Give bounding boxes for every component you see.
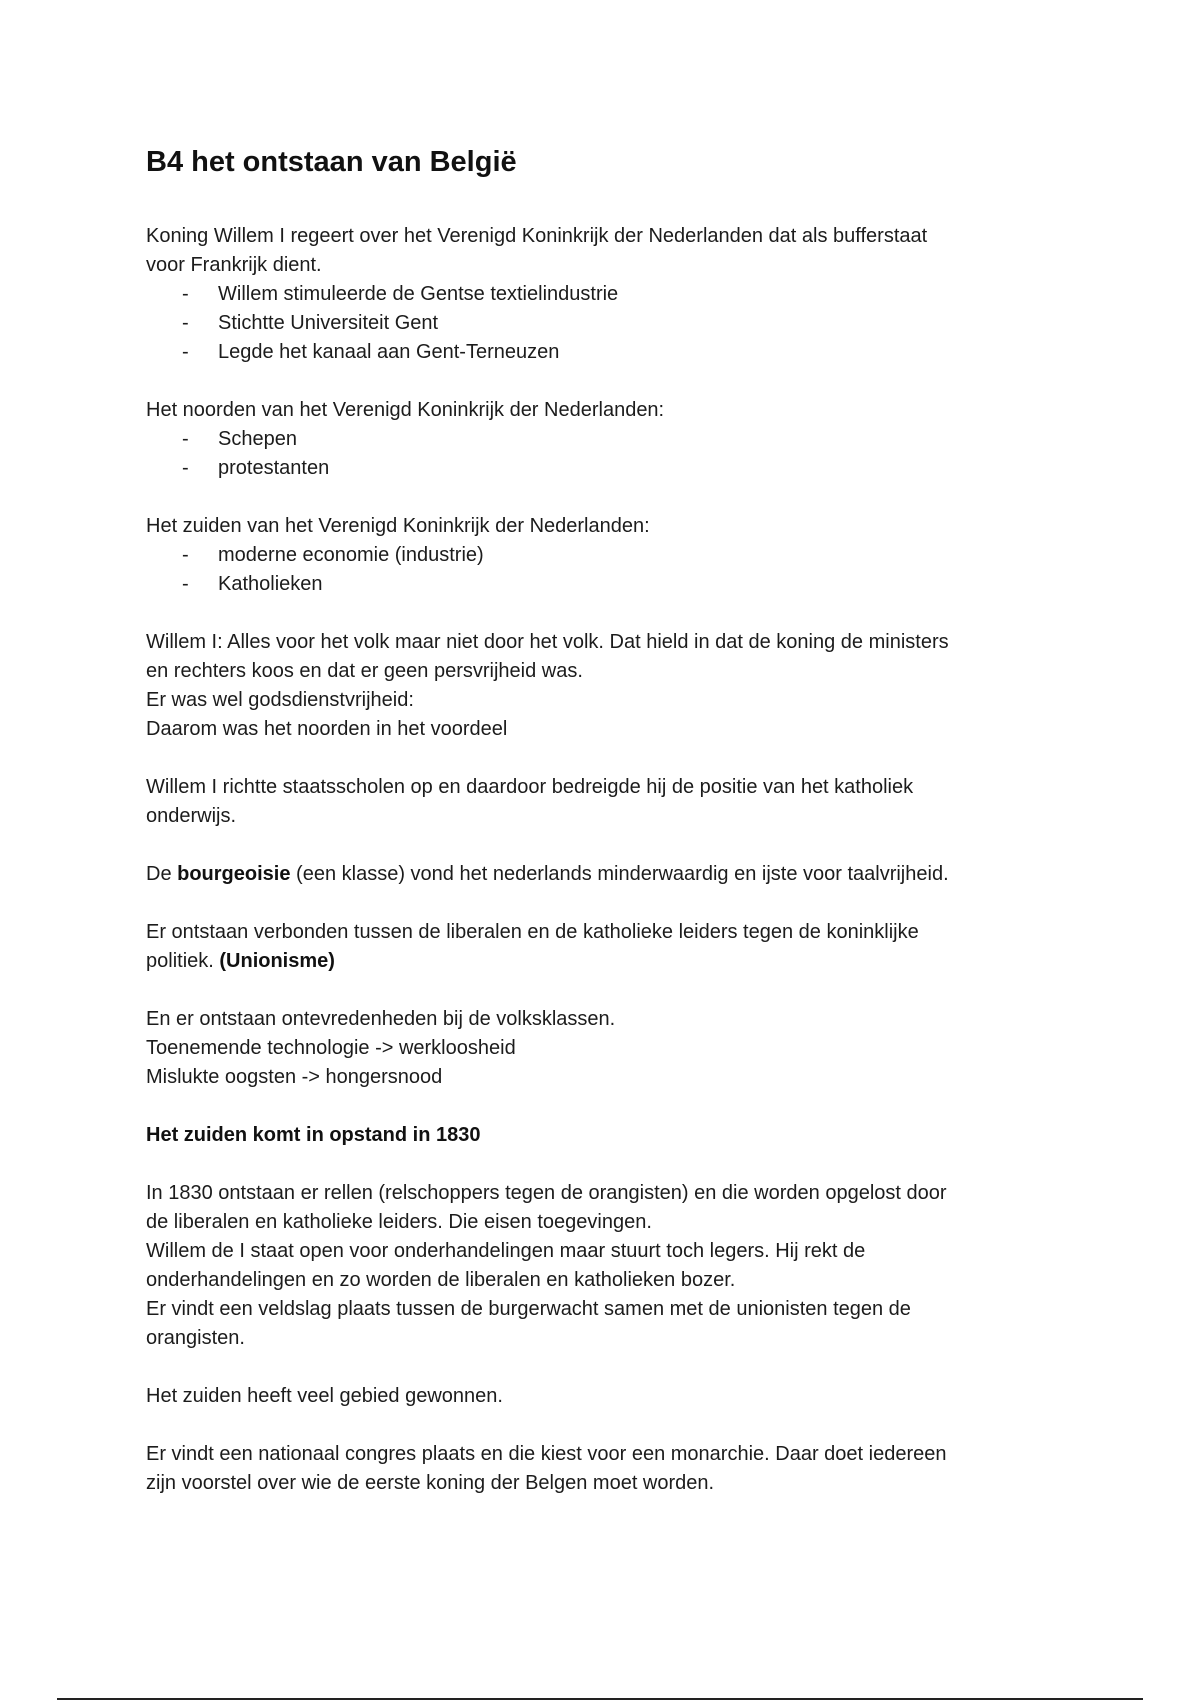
ontevreden-paragraph [146,1005,1066,1092]
intro-paragraph [146,222,1066,280]
list-item [146,309,1066,338]
dash-bullet: - [182,282,189,305]
list-item [146,280,1066,309]
opstand-heading [146,1121,1066,1150]
list-item [146,541,1066,570]
dash-bullet: - [182,572,189,595]
opstand-line-4: onderhandelingen en zo worden de liberalen en katholieken bozer. [146,1268,736,1291]
list-item-text: Schepen [218,427,297,450]
list-item-text: Stichtte Universiteit Gent [218,311,439,334]
congres-line-1: Er vindt een nationaal congres plaats en die kiest voor een monarchie. Daar doet iedereen [146,1442,947,1465]
scholen-paragraph [146,773,1066,831]
gebied-paragraph: Het zuiden heeft veel gebied gewonnen. [146,1384,503,1407]
bourgeoisie-post: (een klasse) vond het nederlands minderwaardig en ijste voor taalvrijheid. [290,862,949,885]
list-item-text: moderne economie (industrie) [218,543,484,566]
congres-paragraph [146,1440,1066,1498]
zuiden-list [146,541,1066,599]
bourgeoisie-paragraph [146,860,1066,889]
dash-bullet: - [182,311,189,334]
volk-line-2: en rechters koos en dat er geen persvrijheid was. [146,659,583,682]
intro-line-1: Koning Willem I regeert over het Verenigd Koninkrijk der Nederlanden dat als bufferstaat [146,224,928,247]
ontevreden-line-3: Mislukte oogsten -> hongersnood [146,1065,443,1088]
zuiden-heading: Het zuiden van het Verenigd Koninkrijk der Nederlanden: [146,514,650,537]
unionisme-paragraph [146,918,1066,976]
document-page [146,145,1066,1498]
opstand-line-1: In 1830 ontstaan er rellen (relschoppers tegen de orangisten) en die worden opgelost door [146,1181,947,1204]
list-item-text: protestanten [218,456,330,479]
bourgeoisie-pre: De [146,862,178,885]
list-item-text: Katholieken [218,572,323,595]
intro-line-2: voor Frankrijk dient. [146,253,322,276]
list-item-text: Legde het kanaal aan Gent-Terneuzen [218,340,560,363]
noorden-list [146,425,1066,483]
willem-achievements-list [146,280,1066,367]
list-item [146,454,1066,483]
opstand-line-3: Willem de I staat open voor onderhandelingen maar stuurt toch legers. Hij rekt de [146,1239,866,1262]
opstand-line-6: orangisten. [146,1326,245,1349]
ontevreden-line-2: Toenemende technologie -> werkloosheid [146,1036,516,1059]
ontevreden-line-1: En er ontstaan ontevredenheden bij de volksklassen. [146,1007,616,1030]
list-item-text: Willem stimuleerde de Gentse textielindustrie [218,282,619,305]
list-item [146,570,1066,599]
congres-line-2: zijn voorstel over wie de eerste koning der Belgen moet worden. [146,1471,715,1494]
dash-bullet: - [182,340,189,363]
volk-line-1: Willem I: Alles voor het volk maar niet door het volk. Dat hield in dat de koning de ministers [146,630,949,653]
scholen-line-2: onderwijs. [146,804,237,827]
dash-bullet: - [182,456,189,479]
bourgeoisie-term: bourgeoisie [177,862,291,885]
noorden-heading: Het noorden van het Verenigd Koninkrijk der Nederlanden: [146,398,665,421]
unionisme-term: (Unionisme) [219,949,335,972]
opstand-line-2: de liberalen en katholieke leiders. Die eisen toegevingen. [146,1210,652,1233]
document-title: B4 het ontstaan van België [146,146,517,178]
unionisme-line-1: Er ontstaan verbonden tussen de liberalen en de katholieke leiders tegen de koninklijke [146,920,919,943]
volk-line-4: Daarom was het noorden in het voordeel [146,717,508,740]
volk-line-3: Er was wel godsdienstvrijheid: [146,688,414,711]
list-item [146,338,1066,367]
scholen-line-1: Willem I richtte staatsscholen op en daardoor bedreigde hij de positie van het katholiek [146,775,914,798]
volk-paragraph [146,628,1066,744]
dash-bullet: - [182,427,189,450]
list-item [146,425,1066,454]
opstand-line-5: Er vindt een veldslag plaats tussen de burgerwacht samen met de unionisten tegen de [146,1297,911,1320]
opstand-heading-text: Het zuiden komt in opstand in 1830 [146,1123,481,1146]
unionisme-line-2-pre: politiek. [146,949,220,972]
dash-bullet: - [182,543,189,566]
opstand-paragraph [146,1179,1066,1353]
